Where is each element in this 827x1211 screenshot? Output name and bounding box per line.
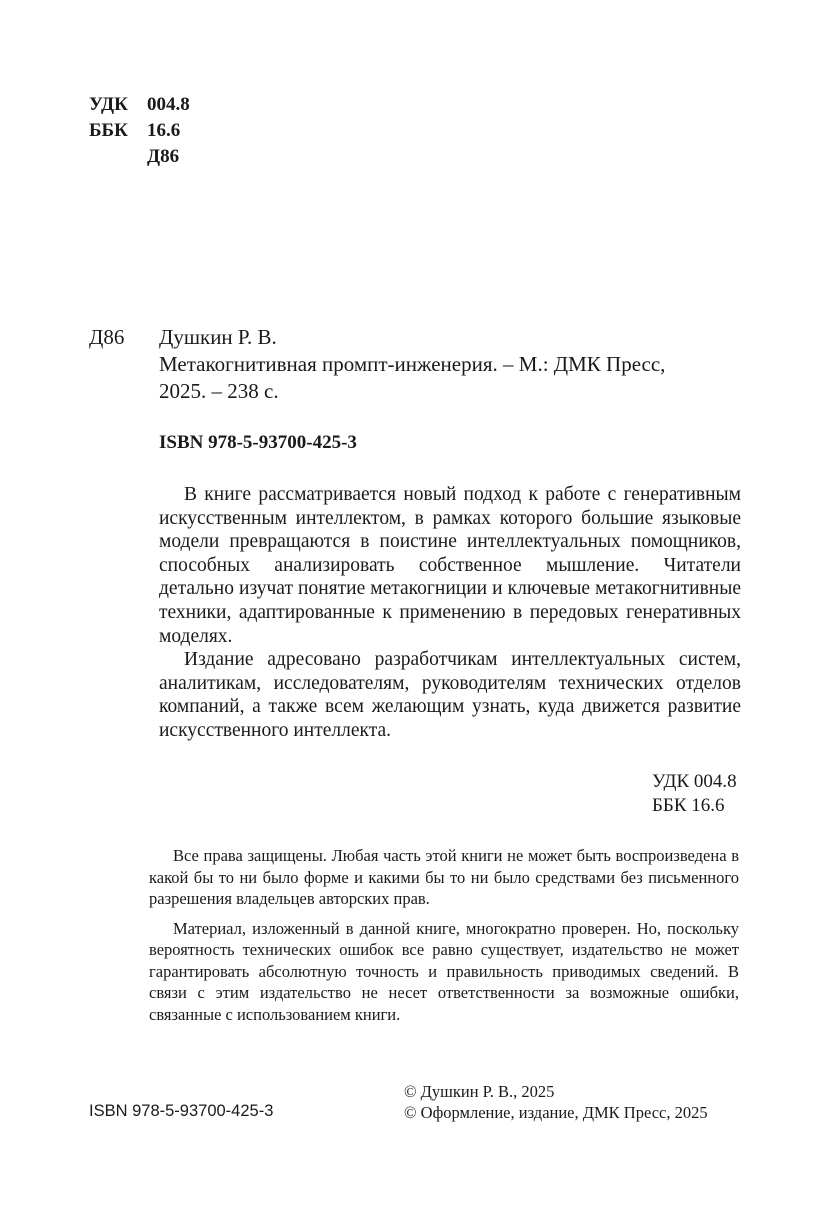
bbk-row xyxy=(89,118,190,144)
annotation-paragraph-2: Издание адресовано разработчикам интеллектуальных систем, аналитикам, исследователям, руководителям технических отделов компаний, а также всем желающим узнать, куда движется развитие искусственного интеллекта. xyxy=(159,649,741,741)
author-code-row xyxy=(89,144,190,170)
bbk-value: 16.6 xyxy=(147,120,181,141)
copyright-block xyxy=(404,1081,708,1123)
udk-code-right: УДК 004.8 xyxy=(652,771,737,792)
annotation xyxy=(159,483,741,743)
bbk-label: ББК xyxy=(89,120,128,141)
entry-author: Душкин Р. В. xyxy=(159,325,277,349)
rights-notice xyxy=(149,845,739,1033)
udk-row xyxy=(89,92,190,118)
udk-value: 004.8 xyxy=(147,94,190,115)
copyright-publisher: © Оформление, издание, ДМК Пресс, 2025 xyxy=(404,1103,708,1122)
rights-paragraph-2: Материал, изложенный в данной книге, многократно проверен. Но, поскольку вероятность технических ошибок все равно существует, издательство не может гарантировать абсолютную точность и правильность приводимых сведений. В связи с этим издательство не несет ответственности за возможные ошибки, связанные с использованием книги. xyxy=(149,918,739,1024)
classification-block xyxy=(89,92,190,170)
udk-label: УДК xyxy=(89,94,128,115)
entry-code: Д86 xyxy=(89,325,125,349)
copyright-author: © Душкин Р. В., 2025 xyxy=(404,1082,555,1101)
entry-isbn: ISBN 978-5-93700-425-3 xyxy=(159,432,357,453)
entry-publication-line: 2025. – 238 с. xyxy=(159,379,279,403)
entry-title-line: Метакогнитивная промпт-инженерия. – М.: ДМК Пресс, xyxy=(159,352,666,376)
bibliographic-entry xyxy=(159,324,739,405)
rights-paragraph-1: Все права защищены. Любая часть этой книги не может быть воспроизведена в какой бы то ни было форме и какими бы то ни было средствами без письменного разрешения владельцев авторских прав. xyxy=(149,846,739,908)
annotation-paragraph-1: В книге рассматривается новый подход к работе с генеративным искусственным интеллектом, в рамках которого большие языковые модели превращаются в поистине интеллектуальных помощников, способных анализировать собственное мышление. Читатели детально изучат понятие метакогниции и ключевые метакогнитивные техники, адаптированные к применению в передовых генеративных моделях. xyxy=(159,484,741,647)
classification-codes-right xyxy=(652,770,737,818)
author-code: Д86 xyxy=(147,146,180,167)
footer-isbn: ISBN 978-5-93700-425-3 xyxy=(89,1102,274,1120)
bbk-code-right: ББК 16.6 xyxy=(652,795,725,816)
